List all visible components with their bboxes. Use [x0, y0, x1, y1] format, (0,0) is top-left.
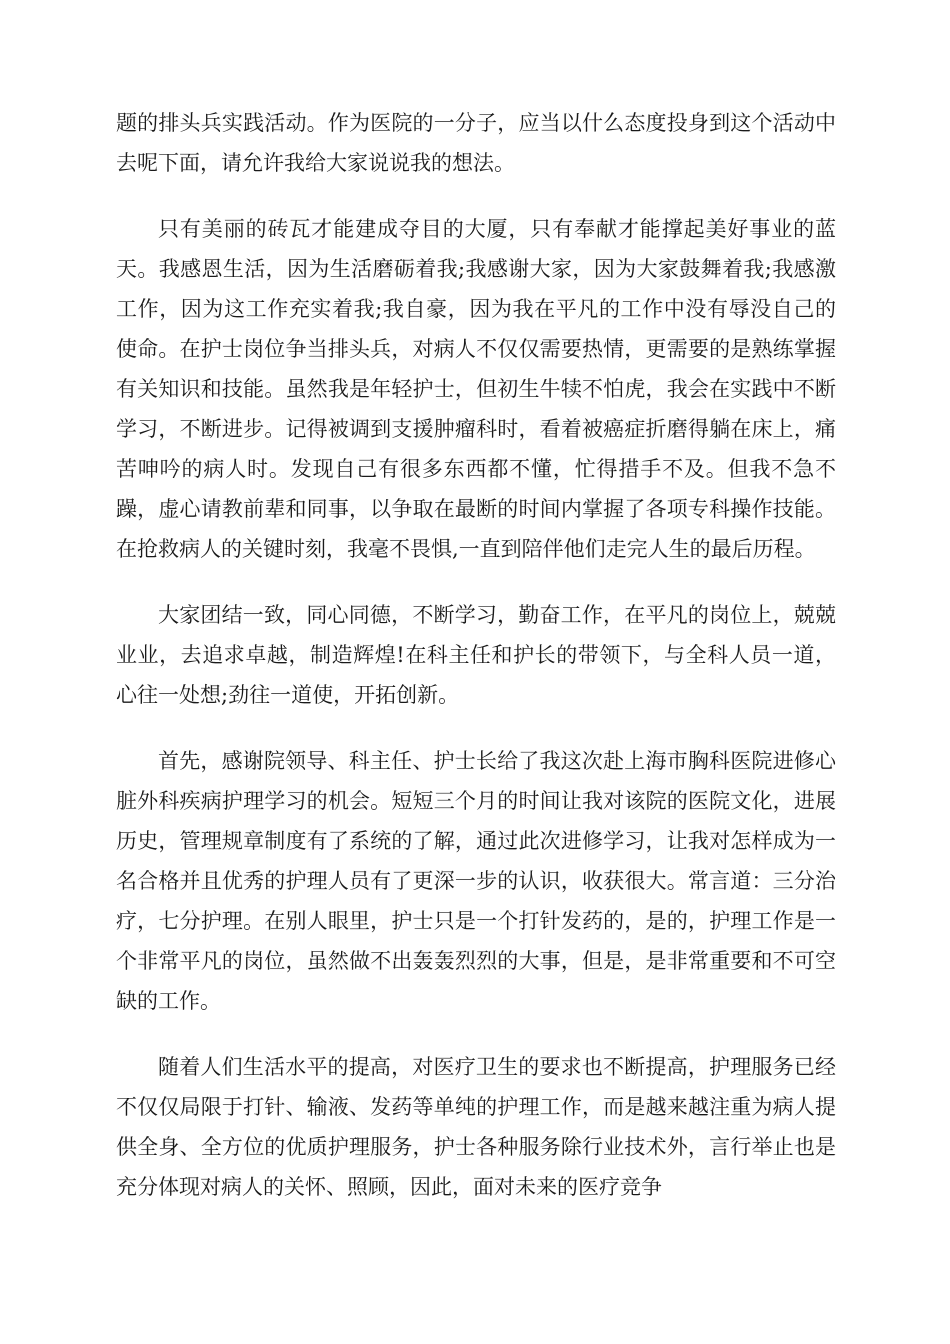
- document-body: [116, 103, 836, 1233]
- paragraph-5: 随着人们生活水平的提高，对医疗卫生的要求也不断提高，护理服务已经不仅仅局限于打针、输液、发药等单纯的护理工作，而是越来越注重为病人提供全身、全方位的优质护理服务，护士各种服务除行业技术外，言行举止也是充分体现对病人的关怀、照顾，因此，面对未来的医疗竞争: [116, 1055, 836, 1199]
- paragraph-2: 只有美丽的砖瓦才能建成夺目的大厦，只有奉献才能撑起美好事业的蓝天。我感恩生活，因为生活磨砺着我;我感谢大家，因为大家鼓舞着我;我感激工作，因为这工作充实着我;我自豪，因为我在平凡的工作中没有辱没自己的使命。在护士岗位争当排头兵，对病人不仅仅需要热情，更需要的是熟练掌握有关知识和技能。虽然我是年轻护士，但初生牛犊不怕虎，我会在实践中不断学习，不断进步。记得被调到支援肿瘤科时，看着被癌症折磨得躺在床上，痛苦呻吟的病人时。发现自己有很多东西都不懂，忙得措手不及。但我不急不躁，虚心请教前辈和同事，以争取在最断的时间内掌握了各项专科操作技能。在抢救病人的关键时刻，我毫不畏惧,一直到陪伴他们走完人生的最后历程。: [116, 217, 836, 561]
- paragraph-4: 首先，感谢院领导、科主任、护士长给了我这次赴上海市胸科医院进修心脏外科疾病护理学习的机会。短短三个月的时间让我对该院的医院文化，进展历史，管理规章制度有了系统的了解，通过此次进修学习，让我对怎样成为一名合格并且优秀的护理人员有了更深一步的认识，收获很大。常言道：三分治疗，七分护理。在别人眼里，护士只是一个打针发药的，是的，护理工作是一个非常平凡的岗位，虽然做不出轰轰烈烈的大事，但是，是非常重要和不可空缺的工作。: [116, 749, 836, 1013]
- paragraph-3: 大家团结一致，同心同德，不断学习，勤奋工作，在平凡的岗位上，兢兢业业，去追求卓越，制造辉煌!在科主任和护长的带领下，与全科人员一道，心往一处想;劲往一道使，开拓创新。: [116, 603, 836, 707]
- paragraph-1: 题的排头兵实践活动。作为医院的一分子，应当以什么态度投身到这个活动中去呢下面，请允许我给大家说说我的想法。: [116, 111, 836, 175]
